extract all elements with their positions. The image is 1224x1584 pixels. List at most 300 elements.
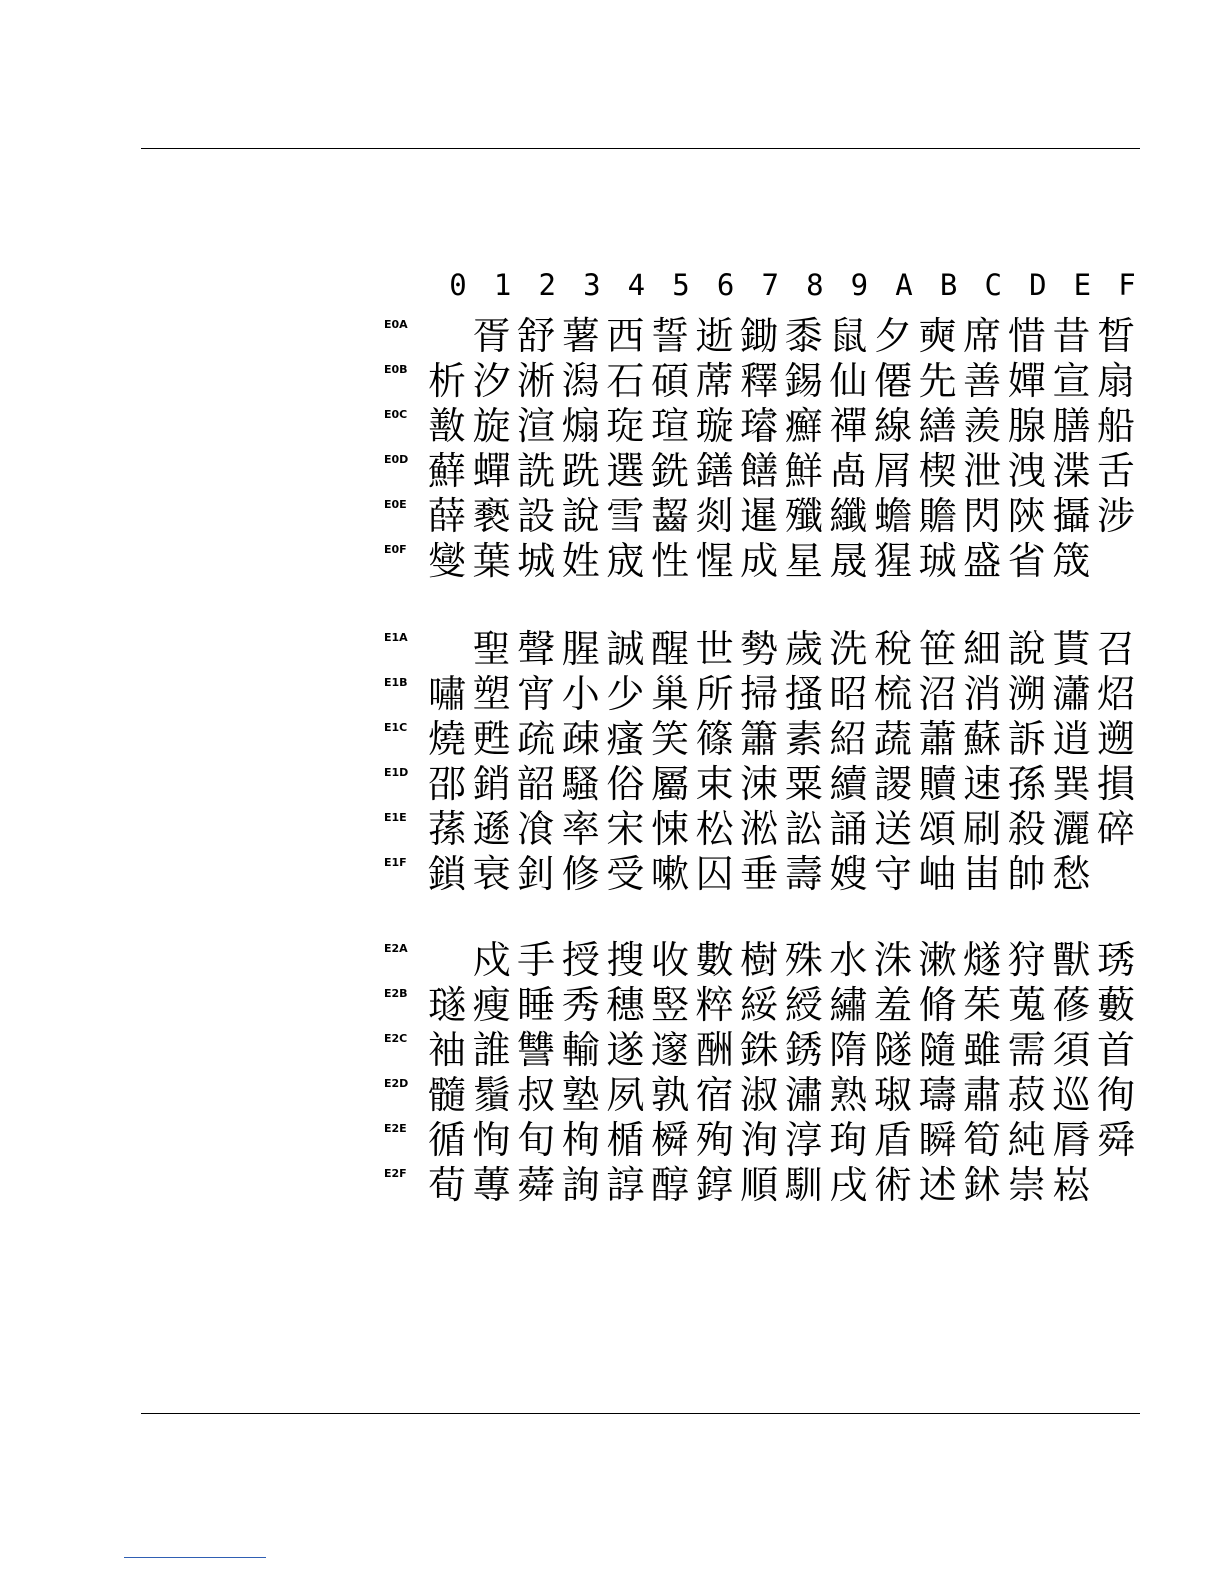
glyph-cell: 淅 <box>517 359 556 403</box>
glyph-cell: 脩 <box>918 983 957 1027</box>
glyph-cell: 恂 <box>472 1118 511 1162</box>
glyph-cell: 脣 <box>1052 1118 1091 1162</box>
glyph-cell: 壽 <box>784 852 823 896</box>
glyph-cell: 搔 <box>784 672 823 716</box>
glyph-cell: 嘯 <box>427 672 466 716</box>
glyph-cell: 城 <box>517 539 556 583</box>
glyph-cell: 守 <box>873 852 912 896</box>
glyph-cell: 損 <box>1096 762 1135 806</box>
code-row <box>384 404 1144 448</box>
row-code-label: E2C <box>384 1032 408 1045</box>
code-row <box>384 449 1144 493</box>
glyph-cell: 孫 <box>1007 762 1046 806</box>
glyph-cell: 卨 <box>829 449 868 493</box>
glyph-cell: 膳 <box>1052 404 1091 448</box>
glyph-cell: 輸 <box>561 1028 600 1072</box>
glyph-cell: 僊 <box>873 359 912 403</box>
glyph-cell: 珣 <box>829 1118 868 1162</box>
glyph-cell: 手 <box>517 938 556 982</box>
glyph-cell: 菽 <box>1007 1073 1046 1117</box>
glyph-cell: 席 <box>963 314 1002 358</box>
column-label: E <box>1073 268 1092 302</box>
glyph-cell: 諄 <box>606 1163 645 1207</box>
glyph-cell: 殲 <box>784 494 823 538</box>
glyph-cell: 世 <box>695 627 734 671</box>
glyph-cell: 碎 <box>1096 807 1135 851</box>
glyph-cell: 繡 <box>829 983 868 1027</box>
glyph-cell: 殊 <box>784 938 823 982</box>
row-code-label: E1C <box>384 721 408 734</box>
glyph-cell: 跣 <box>561 449 600 493</box>
glyph-cell: 需 <box>1007 1028 1046 1072</box>
glyph-cell: 煽 <box>561 404 600 448</box>
code-row <box>384 762 1144 806</box>
glyph-cell: 纖 <box>829 494 868 538</box>
glyph-cell: 醒 <box>650 627 689 671</box>
glyph-cell: 受 <box>606 852 645 896</box>
glyph-cell: 禪 <box>829 404 868 448</box>
glyph-cell: 粹 <box>695 983 734 1027</box>
glyph-cell: 瀟 <box>1052 672 1091 716</box>
glyph-cell: 宋 <box>606 807 645 851</box>
glyph-cell: 潚 <box>784 1073 823 1117</box>
glyph-cell: 胥 <box>472 314 511 358</box>
glyph-cell: 屑 <box>873 449 912 493</box>
glyph-cell: 述 <box>918 1163 957 1207</box>
glyph-cell: 茱 <box>963 983 1002 1027</box>
glyph-cell: 銹 <box>784 1028 823 1072</box>
glyph-cell: 鎖 <box>427 852 466 896</box>
code-row <box>384 938 1144 982</box>
glyph-cell: 性 <box>650 539 689 583</box>
glyph-cell: 銑 <box>650 449 689 493</box>
glyph-cell: 釋 <box>740 359 779 403</box>
glyph-cell: 小 <box>561 672 600 716</box>
code-row <box>384 539 1144 583</box>
glyph-cell: 宣 <box>1052 359 1091 403</box>
glyph-cell: 灑 <box>1052 807 1091 851</box>
glyph-cell: 饍 <box>740 449 779 493</box>
glyph-cell: 閃 <box>963 494 1002 538</box>
glyph-cell: 琡 <box>873 1073 912 1117</box>
glyph-cell: 愁 <box>1052 852 1091 896</box>
glyph-cell: 鬚 <box>472 1073 511 1117</box>
glyph-cell: 叔 <box>517 1073 556 1117</box>
code-row <box>384 852 1144 896</box>
glyph-cell: 宬 <box>606 539 645 583</box>
column-label: C <box>984 268 1002 302</box>
column-label: B <box>939 268 958 302</box>
glyph-cell: 薯 <box>561 314 600 358</box>
glyph-cell: 碩 <box>650 359 689 403</box>
row-code-label: E0C <box>384 408 408 421</box>
row-code-label: E1D <box>384 766 409 779</box>
glyph-cell: 岫 <box>918 852 957 896</box>
glyph-cell: 巽 <box>1052 762 1091 806</box>
glyph-cell <box>425 627 469 671</box>
glyph-cell: 髓 <box>427 1073 466 1117</box>
glyph-cell: 舜 <box>1096 1118 1135 1162</box>
column-label: 0 <box>449 268 467 302</box>
glyph-cell: 殉 <box>695 1118 734 1162</box>
glyph-cell: 瘙 <box>606 717 645 761</box>
column-label: 8 <box>806 268 824 302</box>
glyph-cell: 淑 <box>740 1073 779 1117</box>
glyph-cell: 鋤 <box>740 314 779 358</box>
glyph-cell: 線 <box>873 404 912 448</box>
glyph-cell: 晟 <box>829 539 868 583</box>
glyph-cell: 隧 <box>873 1028 912 1072</box>
glyph-cell: 船 <box>1096 404 1135 448</box>
glyph-cell: 疏 <box>517 717 556 761</box>
column-label: 1 <box>493 268 512 302</box>
glyph-cell: 涑 <box>740 762 779 806</box>
column-label: 6 <box>716 268 735 302</box>
glyph-cell: 鉥 <box>963 1163 1002 1207</box>
glyph-cell: 筍 <box>963 1118 1002 1162</box>
glyph-cell: 贖 <box>918 762 957 806</box>
glyph-cell: 綬 <box>784 983 823 1027</box>
glyph-cell: 束 <box>695 762 734 806</box>
glyph-cell: 率 <box>561 807 600 851</box>
glyph-cell: 洩 <box>1007 449 1046 493</box>
row-code-label: E2D <box>384 1077 409 1090</box>
glyph-cell: 紹 <box>829 717 868 761</box>
glyph-cell: 選 <box>606 449 645 493</box>
glyph-cell: 邵 <box>427 762 466 806</box>
glyph-cell: 誰 <box>472 1028 511 1072</box>
glyph-cell: 宵 <box>517 672 556 716</box>
glyph-cell: 舒 <box>517 314 556 358</box>
code-row <box>384 1163 1144 1207</box>
glyph-cell: 猩 <box>873 539 912 583</box>
glyph-cell: 錫 <box>784 359 823 403</box>
glyph-cell: 羞 <box>873 983 912 1027</box>
footer-link-underline[interactable] <box>124 1557 266 1558</box>
glyph-cell: 邃 <box>650 1028 689 1072</box>
glyph-cell: 夙 <box>606 1073 645 1117</box>
glyph-cell: 蓚 <box>1052 983 1091 1027</box>
glyph-cell: 蘇 <box>963 717 1002 761</box>
glyph-cell: 塑 <box>472 672 511 716</box>
glyph-cell: 囚 <box>695 852 734 896</box>
row-code-label: E2B <box>384 987 408 1000</box>
glyph-cell: 收 <box>650 938 689 982</box>
glyph-cell: 說 <box>561 494 600 538</box>
glyph-cell: 石 <box>606 359 645 403</box>
code-row <box>384 1073 1144 1117</box>
glyph-cell: 召 <box>1096 627 1135 671</box>
header-rule <box>141 148 1140 149</box>
glyph-cell: 璇 <box>695 404 734 448</box>
glyph-cell: 純 <box>1007 1118 1046 1162</box>
glyph-cell: 勢 <box>740 627 779 671</box>
glyph-cell <box>1094 539 1138 583</box>
glyph-cell: 笹 <box>918 627 957 671</box>
glyph-cell: 攝 <box>1052 494 1091 538</box>
glyph-cell: 蔬 <box>873 717 912 761</box>
glyph-cell: 贍 <box>918 494 957 538</box>
glyph-cell: 鼠 <box>829 314 868 358</box>
glyph-cell: 循 <box>427 1118 466 1162</box>
glyph-cell: 璿 <box>740 404 779 448</box>
glyph-cell: 熟 <box>829 1073 868 1117</box>
glyph-cell: 嬋 <box>1007 359 1046 403</box>
column-label: 3 <box>583 268 601 302</box>
code-row <box>384 1028 1144 1072</box>
glyph-cell: 崇 <box>1007 1163 1046 1207</box>
glyph-cell: 續 <box>829 762 868 806</box>
glyph-cell: 沼 <box>918 672 957 716</box>
glyph-cell: 順 <box>740 1163 779 1207</box>
glyph-cell: 銖 <box>740 1028 779 1072</box>
glyph-cell: 癬 <box>784 404 823 448</box>
glyph-cell: 巡 <box>1052 1073 1091 1117</box>
glyph-cell: 夕 <box>873 314 912 358</box>
row-code-label: E0A <box>384 318 408 331</box>
glyph-cell: 琁 <box>606 404 645 448</box>
glyph-cell: 貰 <box>1052 627 1091 671</box>
code-row <box>384 359 1144 403</box>
glyph-cell: 珹 <box>918 539 957 583</box>
glyph-cell: 藪 <box>1096 983 1135 1027</box>
glyph-cell: 術 <box>873 1163 912 1207</box>
glyph-cell: 泄 <box>963 449 1002 493</box>
glyph-cell: 敾 <box>427 404 466 448</box>
glyph-cell: 謖 <box>873 762 912 806</box>
glyph-cell: 筬 <box>1052 539 1091 583</box>
glyph-cell: 燒 <box>427 717 466 761</box>
glyph-cell <box>1094 852 1138 896</box>
glyph-cell: 素 <box>784 717 823 761</box>
glyph-cell: 遂 <box>606 1028 645 1072</box>
code-row <box>384 983 1144 1027</box>
row-code-label: E0D <box>384 453 409 466</box>
glyph-cell: 橓 <box>650 1118 689 1162</box>
glyph-cell <box>425 314 469 358</box>
glyph-cell: 掃 <box>740 672 779 716</box>
glyph-cell: 析 <box>427 359 466 403</box>
glyph-cell: 首 <box>1096 1028 1135 1072</box>
column-header-row <box>384 266 1144 304</box>
row-code-label: E0B <box>384 363 408 376</box>
glyph-cell: 修 <box>561 852 600 896</box>
glyph-cell: 釗 <box>517 852 556 896</box>
glyph-cell: 說 <box>1007 627 1046 671</box>
glyph-cell: 笑 <box>650 717 689 761</box>
glyph-cell: 崧 <box>1052 1163 1091 1207</box>
glyph-cell: 洙 <box>873 938 912 982</box>
glyph-cell: 羨 <box>963 404 1002 448</box>
glyph-cell: 蓴 <box>472 1163 511 1207</box>
glyph-cell: 齧 <box>650 494 689 538</box>
glyph-cell: 旬 <box>517 1118 556 1162</box>
column-label: A <box>895 268 913 302</box>
glyph-cell: 聲 <box>517 627 556 671</box>
glyph-cell: 詢 <box>561 1163 600 1207</box>
glyph-cell: 徇 <box>1096 1073 1135 1117</box>
glyph-cell: 奭 <box>918 314 957 358</box>
glyph-cell: 送 <box>873 807 912 851</box>
glyph-cell: 銷 <box>472 762 511 806</box>
row-code-label: E1A <box>384 631 408 644</box>
glyph-cell: 須 <box>1052 1028 1091 1072</box>
glyph-cell: 隨 <box>918 1028 957 1072</box>
glyph-cell: 晳 <box>1096 314 1135 358</box>
code-row <box>384 1118 1144 1162</box>
glyph-cell: 昭 <box>829 672 868 716</box>
column-label: 9 <box>850 268 869 302</box>
glyph-cell: 燧 <box>963 938 1002 982</box>
glyph-cell: 渲 <box>517 404 556 448</box>
glyph-cell: 仙 <box>829 359 868 403</box>
glyph-cell: 洗 <box>829 627 868 671</box>
glyph-cell: 樹 <box>740 938 779 982</box>
glyph-cell: 葉 <box>472 539 511 583</box>
glyph-cell: 肅 <box>963 1073 1002 1117</box>
code-row <box>384 717 1144 761</box>
glyph-cell: 騷 <box>561 762 600 806</box>
glyph-cell: 馴 <box>784 1163 823 1207</box>
glyph-cell: 甦 <box>472 717 511 761</box>
glyph-cell: 遜 <box>472 807 511 851</box>
glyph-cell: 嗽 <box>650 852 689 896</box>
glyph-cell: 消 <box>963 672 1002 716</box>
glyph-cell: 聖 <box>472 627 511 671</box>
glyph-cell: 洵 <box>740 1118 779 1162</box>
glyph-cell: 蕣 <box>517 1163 556 1207</box>
glyph-cell: 漱 <box>918 938 957 982</box>
glyph-cell: 雪 <box>606 494 645 538</box>
glyph-cell: 薛 <box>427 494 466 538</box>
glyph-cell: 繕 <box>918 404 957 448</box>
glyph-cell: 搜 <box>606 938 645 982</box>
glyph-cell: 璹 <box>918 1073 957 1117</box>
glyph-cell: 塾 <box>561 1073 600 1117</box>
glyph-cell: 淞 <box>740 807 779 851</box>
glyph-cell: 遡 <box>1096 717 1135 761</box>
column-label: F <box>1118 268 1136 302</box>
glyph-cell: 誦 <box>829 807 868 851</box>
glyph-cell: 琇 <box>1096 938 1135 982</box>
row-code-label: E2A <box>384 942 408 955</box>
glyph-cell: 戌 <box>829 1163 868 1207</box>
glyph-cell: 姓 <box>561 539 600 583</box>
glyph-cell: 戍 <box>472 938 511 982</box>
glyph-cell: 淳 <box>784 1118 823 1162</box>
glyph-cell: 醇 <box>650 1163 689 1207</box>
glyph-cell <box>425 938 469 982</box>
glyph-cell: 腥 <box>561 627 600 671</box>
glyph-cell <box>1094 1163 1138 1207</box>
row-code-label: E1B <box>384 676 408 689</box>
glyph-cell: 狩 <box>1007 938 1046 982</box>
row-code-label: E1F <box>384 856 407 869</box>
glyph-cell: 悚 <box>650 807 689 851</box>
glyph-cell: 細 <box>963 627 1002 671</box>
glyph-cell: 涉 <box>1096 494 1135 538</box>
glyph-cell: 星 <box>784 539 823 583</box>
glyph-cell: 簫 <box>740 717 779 761</box>
glyph-cell: 殺 <box>1007 807 1046 851</box>
glyph-cell: 暹 <box>740 494 779 538</box>
code-chart <box>384 266 1144 1207</box>
glyph-cell: 炤 <box>1096 672 1135 716</box>
glyph-cell: 數 <box>695 938 734 982</box>
glyph-cell: 蟬 <box>472 449 511 493</box>
glyph-cell: 蘚 <box>427 449 466 493</box>
glyph-cell: 刷 <box>963 807 1002 851</box>
glyph-cell: 松 <box>695 807 734 851</box>
glyph-cell: 穗 <box>606 983 645 1027</box>
glyph-cell: 成 <box>740 539 779 583</box>
glyph-cell: 渫 <box>1052 449 1091 493</box>
glyph-cell: 西 <box>606 314 645 358</box>
code-row <box>384 672 1144 716</box>
glyph-cell: 舌 <box>1096 449 1135 493</box>
glyph-cell: 頌 <box>918 807 957 851</box>
glyph-cell: 誓 <box>650 314 689 358</box>
code-row <box>384 494 1144 538</box>
glyph-cell: 蕭 <box>918 717 957 761</box>
glyph-cell: 授 <box>561 938 600 982</box>
glyph-cell: 黍 <box>784 314 823 358</box>
glyph-cell: 褻 <box>472 494 511 538</box>
glyph-cell: 盛 <box>963 539 1002 583</box>
glyph-cell: 設 <box>517 494 556 538</box>
glyph-cell: 楔 <box>918 449 957 493</box>
glyph-cell: 扇 <box>1096 359 1135 403</box>
glyph-cell: 誠 <box>606 627 645 671</box>
glyph-cell: 逍 <box>1052 717 1091 761</box>
glyph-cell: 少 <box>606 672 645 716</box>
glyph-cell: 蓀 <box>427 807 466 851</box>
column-label: D <box>1029 268 1047 302</box>
column-label: 2 <box>538 268 556 302</box>
glyph-cell: 燮 <box>427 539 466 583</box>
glyph-cell: 峀 <box>963 852 1002 896</box>
glyph-cell: 溯 <box>1007 672 1046 716</box>
footer-rule <box>141 1413 1140 1414</box>
glyph-cell: 所 <box>695 672 734 716</box>
glyph-cell: 省 <box>1007 539 1046 583</box>
glyph-cell: 竪 <box>650 983 689 1027</box>
glyph-cell: 昔 <box>1052 314 1091 358</box>
glyph-cell: 帥 <box>1007 852 1046 896</box>
glyph-cell: 腺 <box>1007 404 1046 448</box>
glyph-cell: 先 <box>918 359 957 403</box>
glyph-cell: 巢 <box>650 672 689 716</box>
glyph-cell: 歲 <box>784 627 823 671</box>
glyph-cell: 雖 <box>963 1028 1002 1072</box>
glyph-cell: 垂 <box>740 852 779 896</box>
glyph-cell: 善 <box>963 359 1002 403</box>
glyph-cell: 詵 <box>517 449 556 493</box>
glyph-cell: 惜 <box>1007 314 1046 358</box>
glyph-cell: 逝 <box>695 314 734 358</box>
glyph-cell: 韶 <box>517 762 556 806</box>
glyph-cell: 訟 <box>784 807 823 851</box>
glyph-cell: 衰 <box>472 852 511 896</box>
glyph-cell: 剡 <box>695 494 734 538</box>
glyph-cell: 粟 <box>784 762 823 806</box>
glyph-cell: 梳 <box>873 672 912 716</box>
glyph-cell: 秀 <box>561 983 600 1027</box>
column-label: 4 <box>627 268 646 302</box>
glyph-cell: 俗 <box>606 762 645 806</box>
glyph-cell: 瞬 <box>918 1118 957 1162</box>
row-code-label: E2E <box>384 1122 407 1135</box>
